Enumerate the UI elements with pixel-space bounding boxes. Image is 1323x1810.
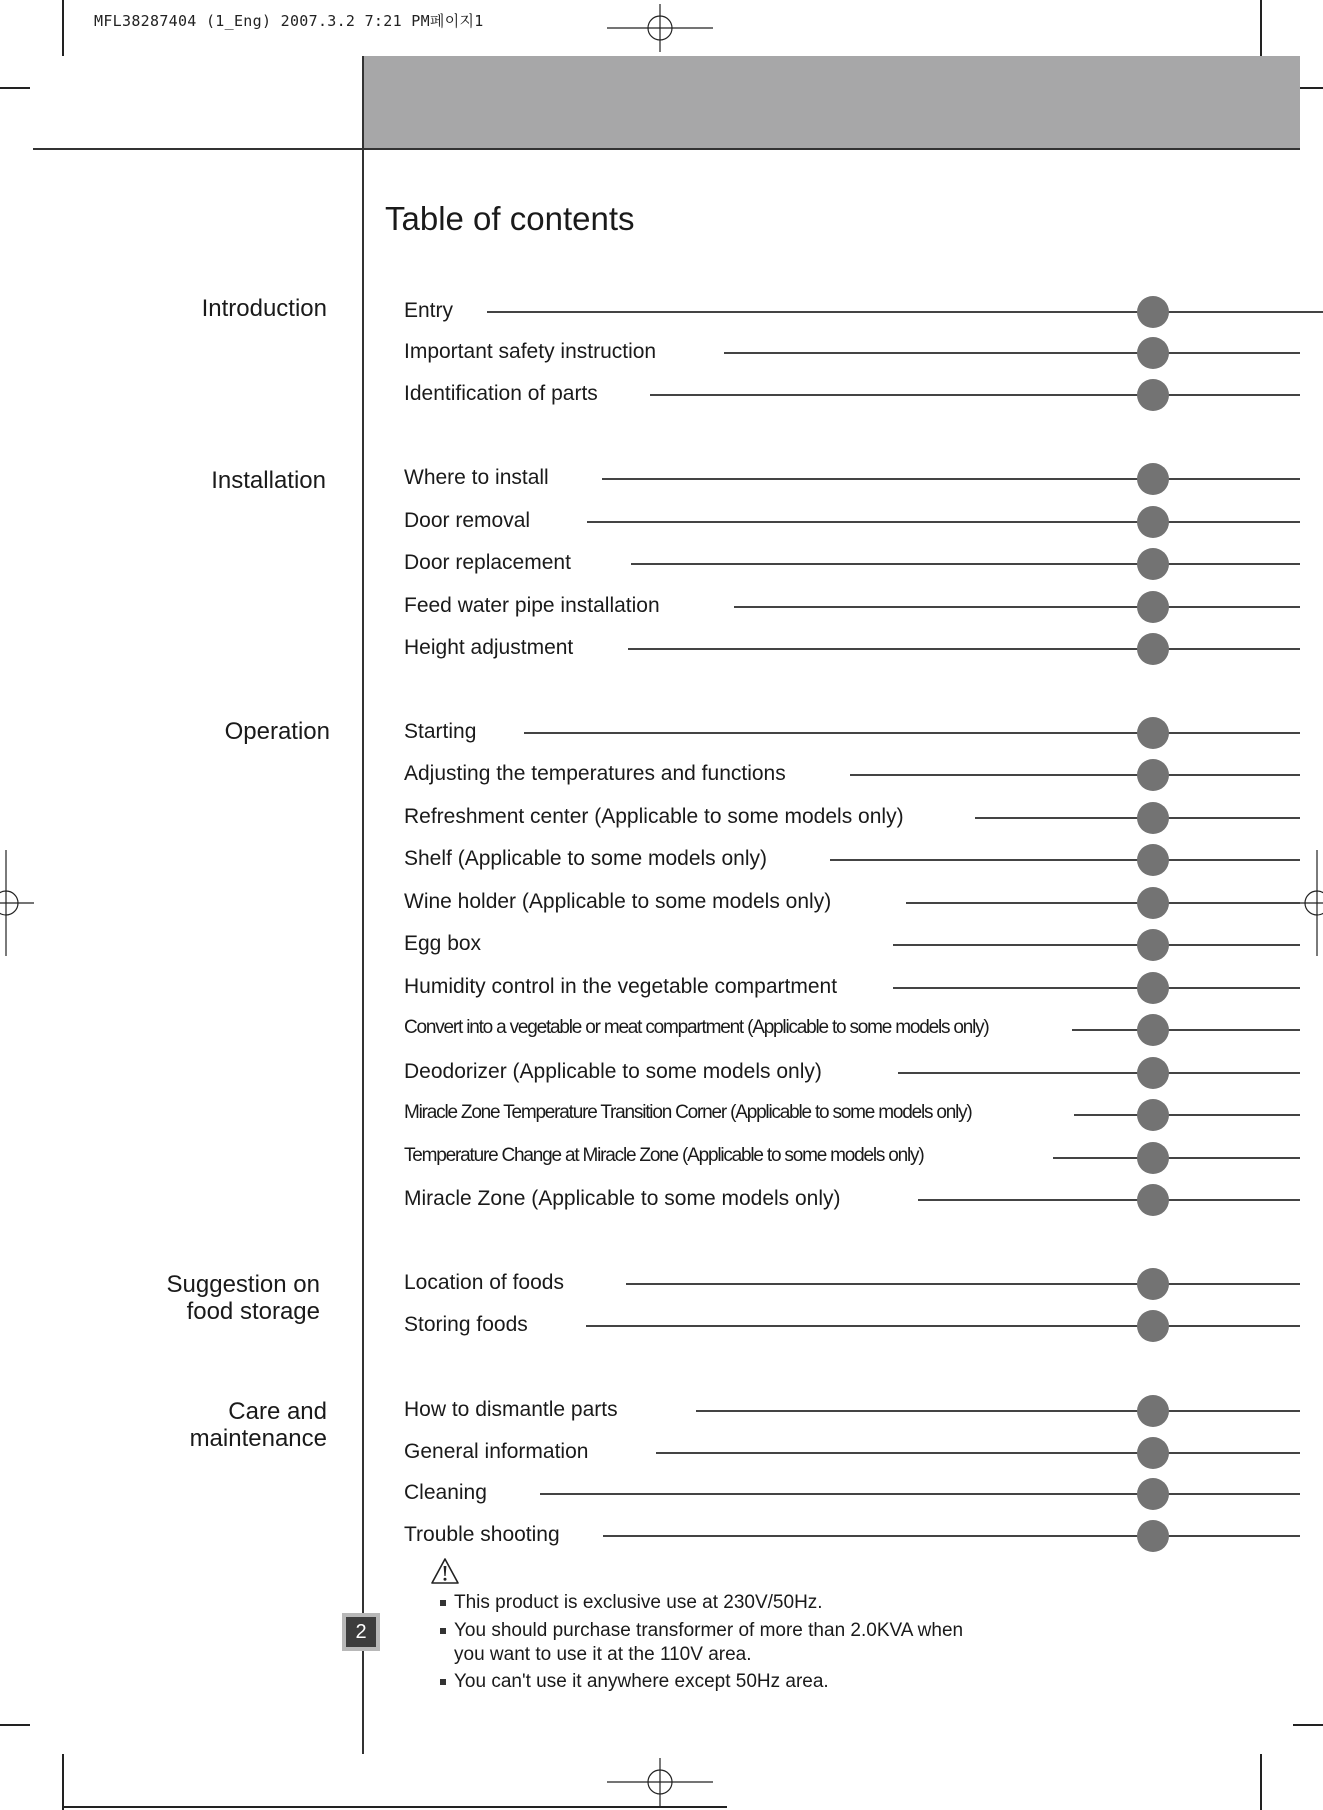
page-marker-dot bbox=[1137, 887, 1169, 919]
leader-line bbox=[724, 352, 1300, 354]
toc-entry[interactable] bbox=[404, 881, 1300, 923]
page-marker-dot bbox=[1137, 506, 1169, 538]
toc-entry-label: Door replacement bbox=[404, 551, 571, 574]
leader-line bbox=[586, 1325, 1300, 1327]
registration-mark-bottom bbox=[607, 1758, 713, 1806]
toc-entry-label: Deodorizer (Applicable to some models only) bbox=[404, 1060, 822, 1083]
print-header: MFL38287404 (1_Eng) 2007.3.2 7:21 PM페이지1 bbox=[94, 12, 484, 30]
toc-entry[interactable] bbox=[404, 711, 1300, 753]
page-marker-dot bbox=[1137, 1014, 1169, 1046]
leader-line bbox=[628, 648, 1300, 650]
toc-entry[interactable] bbox=[404, 1051, 1300, 1093]
leader-line bbox=[487, 311, 1323, 313]
leader-line bbox=[587, 521, 1300, 523]
leader-line bbox=[893, 987, 1300, 989]
toc-entry-label: Adjusting the temperatures and functions bbox=[404, 762, 786, 785]
leader-line bbox=[893, 944, 1300, 946]
page-marker-dot bbox=[1137, 929, 1169, 961]
leader-line bbox=[603, 1535, 1300, 1537]
page-marker-dot bbox=[1137, 844, 1169, 876]
toc-entry[interactable] bbox=[404, 373, 1300, 415]
toc-entry-label: Where to install bbox=[404, 466, 549, 489]
toc-entry[interactable] bbox=[404, 1514, 1300, 1556]
page-marker-dot bbox=[1137, 1395, 1169, 1427]
toc-entry-label: Egg box bbox=[404, 932, 482, 955]
page-marker-dot bbox=[1137, 1520, 1169, 1552]
leader-line bbox=[656, 1452, 1300, 1454]
toc-entry[interactable] bbox=[404, 290, 1300, 332]
toc-entry-label: Feed water pipe installation bbox=[404, 594, 660, 617]
bullet-square-icon bbox=[440, 1628, 446, 1634]
page-marker-dot bbox=[1137, 759, 1169, 791]
toc-entry-label: Starting bbox=[404, 720, 477, 743]
toc-entry[interactable] bbox=[404, 1178, 1300, 1220]
header-banner bbox=[363, 56, 1300, 149]
section-label-introduction: Introduction bbox=[201, 295, 327, 322]
page-marker-dot bbox=[1137, 337, 1169, 369]
page-marker-dot bbox=[1137, 379, 1169, 411]
leader-line bbox=[830, 859, 1300, 861]
page-marker-dot bbox=[1137, 591, 1169, 623]
toc-entry[interactable] bbox=[404, 923, 1300, 965]
toc-entry[interactable] bbox=[404, 627, 1300, 669]
toc-entry[interactable] bbox=[404, 753, 1300, 795]
page-marker-dot bbox=[1137, 296, 1169, 328]
note-text: You should purchase transformer of more than 2.0KVA when you want to use it at the 110V area. bbox=[454, 1620, 964, 1665]
toc-entry[interactable] bbox=[404, 331, 1300, 373]
leader-line bbox=[602, 478, 1300, 480]
toc-entry[interactable] bbox=[404, 457, 1300, 499]
toc-entry-label: General information bbox=[404, 1440, 589, 1463]
toc-entry[interactable] bbox=[404, 838, 1300, 880]
toc-entry-label: Wine holder (Applicable to some models only) bbox=[404, 890, 832, 913]
toc-entry[interactable] bbox=[404, 1008, 1300, 1050]
toc-entry[interactable] bbox=[404, 1093, 1300, 1135]
toc-entry[interactable] bbox=[404, 966, 1300, 1008]
toc-entry[interactable] bbox=[404, 500, 1300, 542]
toc-entry-label: Important safety instruction bbox=[404, 340, 657, 363]
page-marker-dot bbox=[1137, 1437, 1169, 1469]
page-marker-dot bbox=[1137, 1478, 1169, 1510]
page-marker-dot bbox=[1137, 633, 1169, 665]
toc-entry[interactable] bbox=[404, 585, 1300, 627]
leader-line bbox=[850, 774, 1300, 776]
page-marker-dot bbox=[1137, 1142, 1169, 1174]
toc-entry[interactable] bbox=[404, 1136, 1300, 1178]
toc-entry-label: Miracle Zone (Applicable to some models only) bbox=[404, 1187, 841, 1210]
section-label-operation: Operation bbox=[224, 718, 330, 745]
warning-triangle-icon bbox=[430, 1557, 460, 1585]
toc-entry-label: Location of foods bbox=[404, 1271, 564, 1294]
toc-entry[interactable] bbox=[404, 1304, 1300, 1346]
toc-entry-label: Identification of parts bbox=[404, 382, 598, 405]
toc-entry-label: Entry bbox=[404, 299, 454, 322]
toc-entry-label: Cleaning bbox=[404, 1481, 487, 1504]
toc-entry-label: Refreshment center (Applicable to some models only) bbox=[404, 805, 904, 828]
toc-entry[interactable] bbox=[404, 796, 1300, 838]
note-text: You can't use it anywhere except 50Hz area. bbox=[454, 1671, 829, 1692]
registration-mark-top bbox=[607, 4, 713, 52]
toc-entry-label: Height adjustment bbox=[404, 636, 574, 659]
section-label-installation: Installation bbox=[211, 467, 326, 494]
toc-entry[interactable] bbox=[404, 542, 1300, 584]
leader-line bbox=[650, 394, 1300, 396]
page-marker-dot bbox=[1137, 1099, 1169, 1131]
crop-mark bbox=[0, 87, 30, 89]
toc-entry[interactable] bbox=[404, 1472, 1300, 1514]
leader-line bbox=[1072, 1029, 1300, 1031]
leader-line bbox=[1074, 1114, 1300, 1116]
crop-mark bbox=[1260, 0, 1262, 56]
section-label-food-storage: Suggestion on food storage bbox=[166, 1271, 320, 1325]
toc-entry[interactable] bbox=[404, 1262, 1300, 1304]
leader-line bbox=[918, 1199, 1300, 1201]
leader-line bbox=[631, 563, 1300, 565]
leader-line bbox=[898, 1072, 1300, 1074]
toc-entry-label: Shelf (Applicable to some models only) bbox=[404, 847, 768, 870]
crop-mark bbox=[1260, 1754, 1262, 1810]
page-marker-dot bbox=[1137, 1268, 1169, 1300]
toc-entry[interactable] bbox=[404, 1431, 1300, 1473]
note-text: This product is exclusive use at 230V/50Hz. bbox=[454, 1592, 823, 1613]
toc-entry-label: Storing foods bbox=[404, 1313, 528, 1336]
toc-entry-label: Humidity control in the vegetable compartment bbox=[404, 975, 838, 998]
bullet-square-icon bbox=[440, 1600, 446, 1606]
crop-mark bbox=[62, 0, 64, 56]
toc-entry[interactable] bbox=[404, 1389, 1300, 1431]
registration-mark-left bbox=[0, 850, 34, 956]
bullet-square-icon bbox=[440, 1679, 446, 1685]
page-marker-dot bbox=[1137, 802, 1169, 834]
page-number: 2 bbox=[346, 1617, 376, 1647]
page-marker-dot bbox=[1137, 463, 1169, 495]
leader-line bbox=[1053, 1157, 1300, 1159]
leader-line bbox=[540, 1493, 1300, 1495]
page-number-badge bbox=[342, 1613, 380, 1651]
leader-line bbox=[906, 902, 1300, 904]
page-marker-dot bbox=[1137, 548, 1169, 580]
toc-entry-label: Door removal bbox=[404, 509, 531, 532]
crop-mark bbox=[1293, 1724, 1323, 1726]
bottom-trim-line bbox=[62, 1806, 727, 1808]
header-rule bbox=[33, 148, 1300, 150]
toc-entry-label: How to dismantle parts bbox=[404, 1398, 618, 1421]
toc-entry-label: Trouble shooting bbox=[404, 1523, 560, 1546]
crop-mark bbox=[62, 1754, 64, 1810]
toc-entry-label: Convert into a vegetable or meat compartment (Applicable to some models only) bbox=[404, 1017, 989, 1038]
page-marker-dot bbox=[1137, 1184, 1169, 1216]
page-marker-dot bbox=[1137, 717, 1169, 749]
toc-entry-label: Temperature Change at Miracle Zone (Applicable to some models only) bbox=[404, 1145, 924, 1166]
leader-line bbox=[626, 1283, 1300, 1285]
page-title: Table of contents bbox=[385, 200, 635, 237]
leader-line bbox=[696, 1410, 1300, 1412]
leader-line bbox=[734, 606, 1300, 608]
page-marker-dot bbox=[1137, 1057, 1169, 1089]
section-label-care: Care and maintenance bbox=[189, 1398, 327, 1452]
toc-entry-label: Miracle Zone Temperature Transition Corner (Applicable to some models only) bbox=[404, 1102, 972, 1123]
column-divider bbox=[362, 56, 364, 1754]
page-marker-dot bbox=[1137, 972, 1169, 1004]
page-marker-dot bbox=[1137, 1310, 1169, 1342]
leader-line bbox=[524, 732, 1300, 734]
crop-mark bbox=[0, 1724, 30, 1726]
